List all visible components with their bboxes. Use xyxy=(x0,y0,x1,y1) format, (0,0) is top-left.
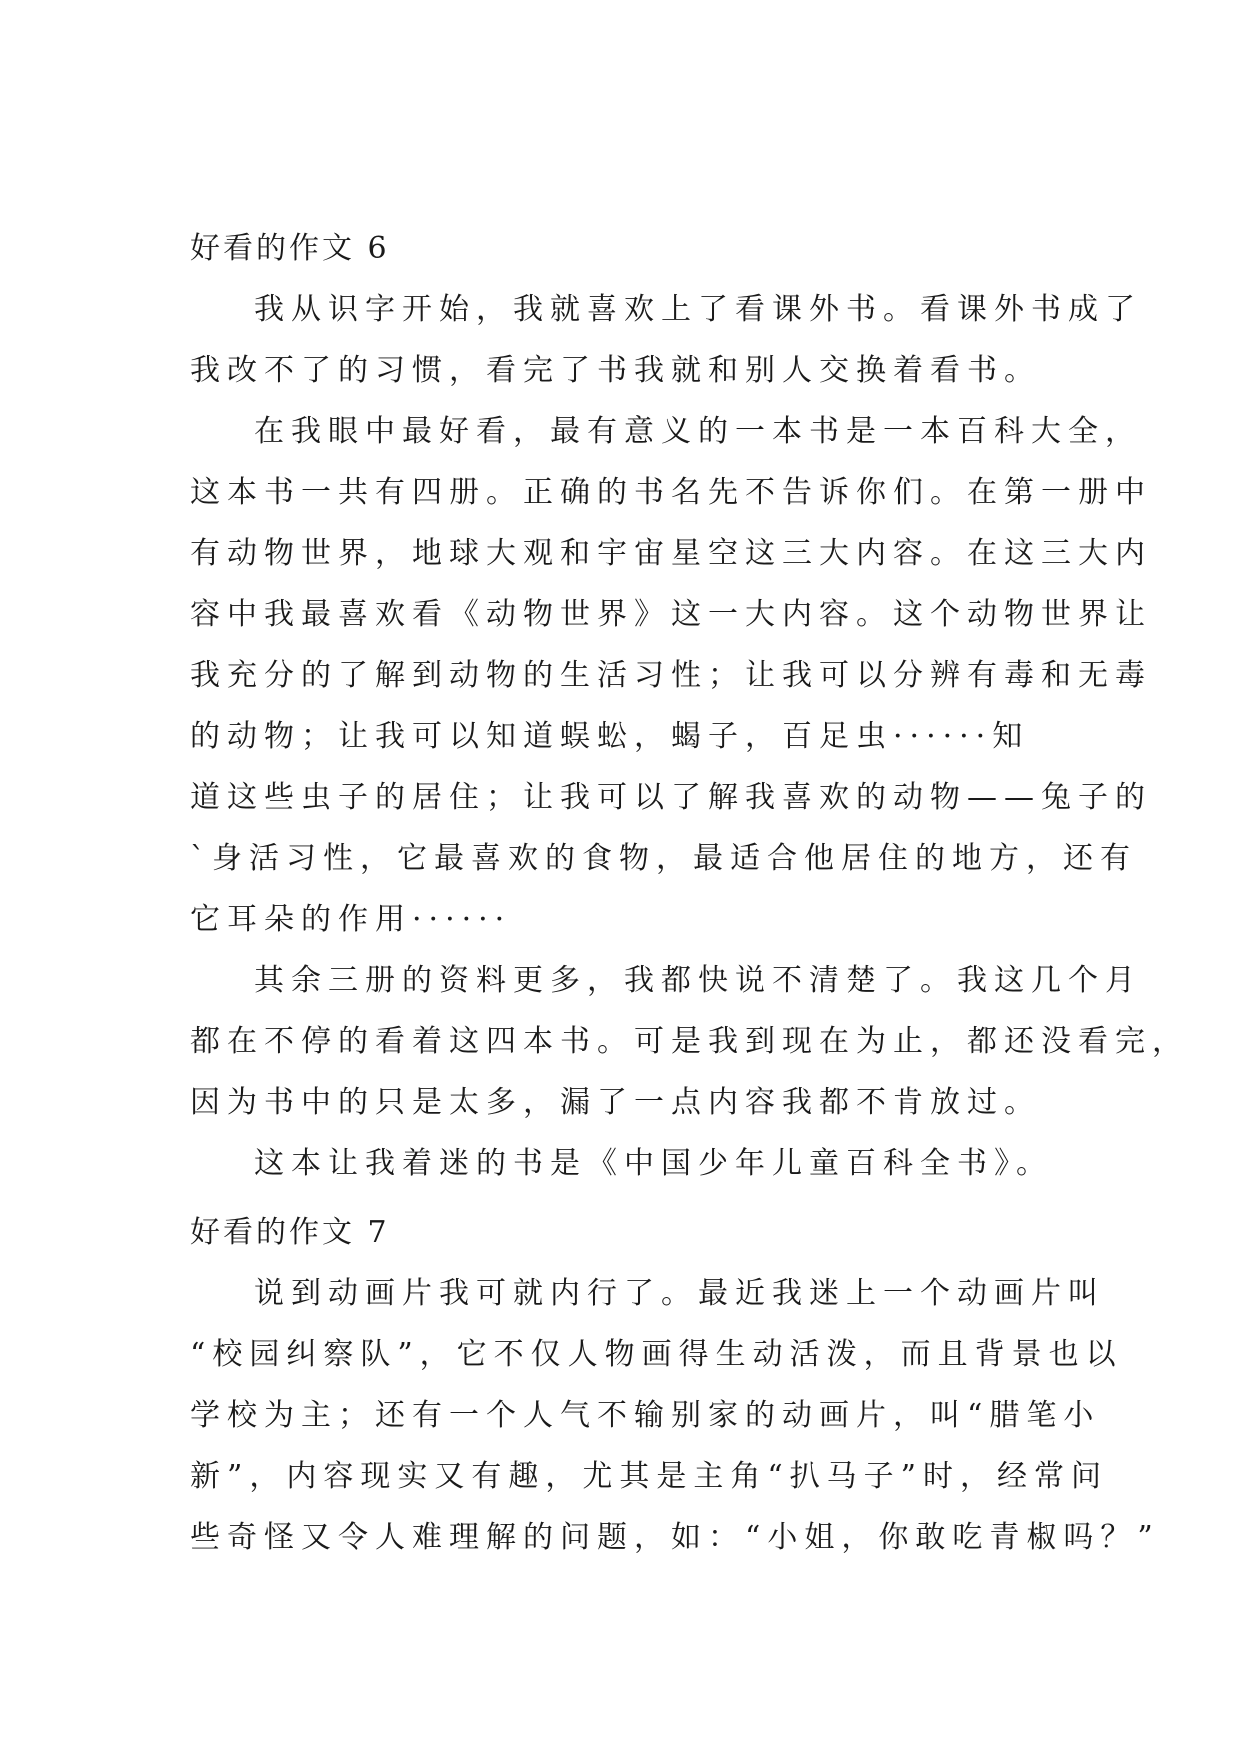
text-line: “校园纠察队”，它不仅人物画得生动活泼，而且背景也以 xyxy=(190,1337,1123,1372)
text-line: 这本让我着迷的书是《中国少年儿童百科全书》。 xyxy=(254,1146,1053,1181)
essay-7 xyxy=(190,1202,1160,1568)
text-line: 它耳朵的作用······ xyxy=(190,902,512,937)
text-line: 道这些虫子的居住；让我可以了解我喜欢的动物——兔子的 xyxy=(190,780,1152,815)
text-line: 些奇怪又令人难理解的问题，如：“小姐，你敢吃青椒吗？” xyxy=(190,1520,1160,1555)
text-line: 我改不了的习惯，看完了书我就和别人交换着看书。 xyxy=(190,353,1041,388)
text-line: 说到动画片我可就内行了。最近我迷上一个动画片叫 xyxy=(254,1276,1105,1311)
text-line: `身活习性，它最喜欢的食物，最适合他居住的地方，还有 xyxy=(190,841,1137,876)
text-line: 的动物；让我可以知道蜈蚣，蝎子，百足虫······知 xyxy=(190,719,1030,754)
text-line: 学校为主；还有一个人气不输别家的动画片，叫“腊笔小 xyxy=(190,1398,1101,1433)
essay-title: 好看的作文 6 xyxy=(190,231,390,266)
text-line: 我从识字开始，我就喜欢上了看课外书。看课外书成了 xyxy=(254,292,1142,327)
text-line: 这本书一共有四册。正确的书名先不告诉你们。在第一册中 xyxy=(190,475,1152,510)
text-line: 其余三册的资料更多，我都快说不清楚了。我这几个月 xyxy=(254,963,1142,998)
text-line: 因为书中的只是太多，漏了一点内容我都不肯放过。 xyxy=(190,1085,1041,1120)
essay-6 xyxy=(190,218,1189,1194)
text-line: 我充分的了解到动物的生活习性；让我可以分辨有毒和无毒 xyxy=(190,658,1152,693)
essay-title: 好看的作文 7 xyxy=(190,1215,390,1250)
text-line: 新”，内容现实又有趣，尤其是主角“扒马子”时，经常问 xyxy=(190,1459,1109,1494)
text-line: 在我眼中最好看，最有意义的一本书是一本百科大全， xyxy=(254,414,1142,449)
paragraph xyxy=(190,1263,1160,1568)
text-line: 有动物世界，地球大观和宇宙星空这三大内容。在这三大内 xyxy=(190,536,1152,571)
text-line: 都在不停的看着这四本书。可是我到现在为止，都还没看完， xyxy=(190,1024,1189,1059)
paragraph xyxy=(190,1133,1053,1194)
paragraph xyxy=(190,950,1189,1133)
paragraph xyxy=(190,279,1142,401)
text-line: 容中我最喜欢看《动物世界》这一大内容。这个动物世界让 xyxy=(190,597,1152,632)
paragraph xyxy=(190,401,1152,950)
